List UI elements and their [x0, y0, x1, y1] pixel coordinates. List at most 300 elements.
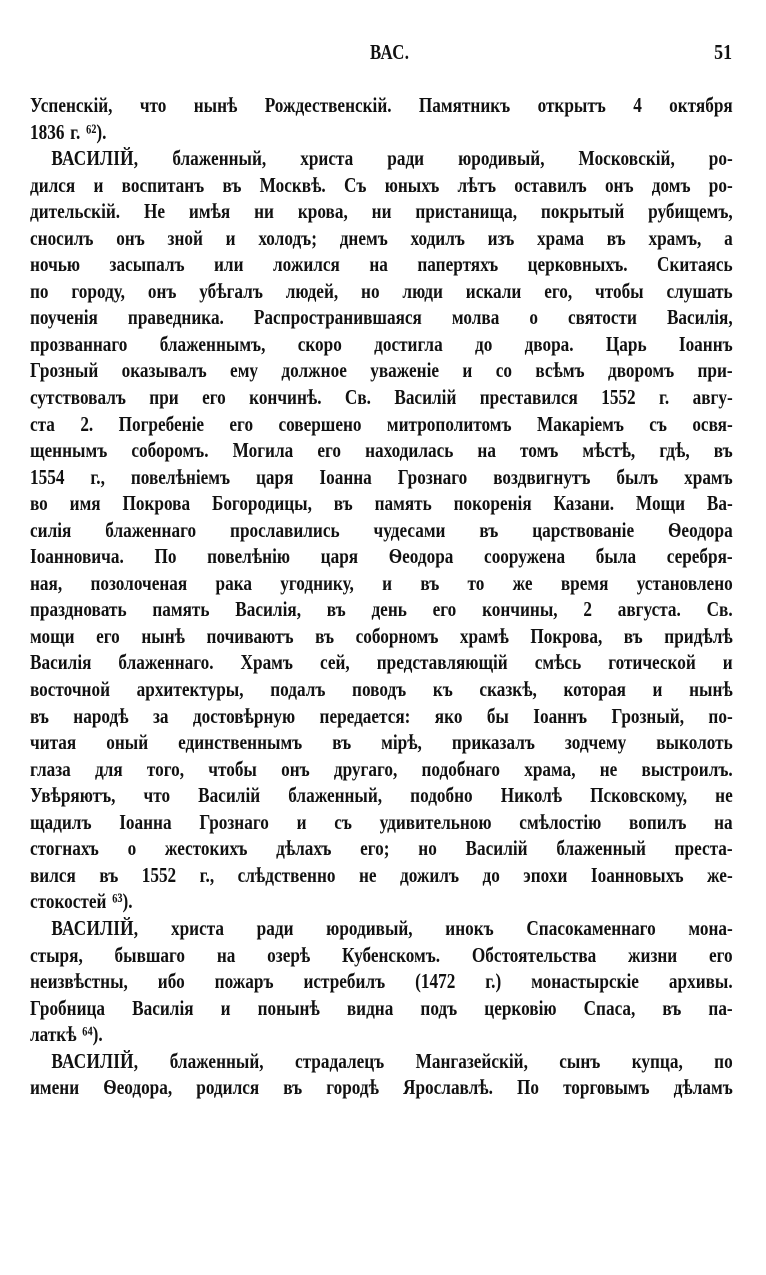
- word: яко: [434, 703, 463, 728]
- word: убѣгалъ: [199, 278, 263, 303]
- word: озерѣ: [267, 942, 311, 967]
- word: былъ: [616, 464, 659, 489]
- word: храма,: [524, 756, 576, 781]
- word: монастырскіе: [531, 969, 639, 994]
- word: 1552: [601, 385, 636, 410]
- word: гдѣ,: [659, 438, 690, 463]
- word: торговымъ: [563, 1075, 650, 1100]
- word: готической: [608, 650, 696, 675]
- word: г.: [659, 385, 670, 410]
- word: же: [512, 570, 533, 595]
- text-line: [30, 570, 733, 597]
- word: о: [529, 305, 538, 330]
- word: по: [30, 278, 49, 303]
- word: въ: [283, 1075, 303, 1100]
- word: г.: [70, 119, 81, 144]
- word: подъ: [420, 995, 458, 1020]
- word: сынъ: [559, 1048, 601, 1073]
- word: ни: [371, 199, 392, 224]
- word: достигла: [374, 331, 443, 356]
- word: лѣтъ: [457, 172, 497, 197]
- word: подобно: [410, 783, 473, 808]
- text-line: [30, 411, 733, 438]
- word: христа: [300, 146, 354, 171]
- word: Гробница: [30, 995, 106, 1020]
- word: сказкѣ,: [479, 677, 537, 702]
- word: ради: [256, 915, 294, 940]
- word: другаго,: [333, 756, 398, 781]
- word: время: [560, 570, 609, 595]
- word: во: [30, 491, 48, 516]
- word: для: [94, 756, 123, 781]
- word: Василія: [132, 995, 194, 1020]
- word: при-: [697, 358, 733, 383]
- word: ста: [30, 411, 55, 436]
- word: уваженіе: [370, 358, 440, 383]
- word: соборомъ.: [131, 438, 209, 463]
- word: преста-: [674, 836, 733, 861]
- word: сей,: [319, 650, 350, 675]
- word: Грозный,: [611, 703, 685, 728]
- word: оный: [106, 730, 149, 755]
- word: Макаріемъ: [536, 411, 624, 436]
- text-body: [30, 92, 733, 1101]
- word: его;: [360, 836, 390, 861]
- word: слѣдственно: [237, 862, 336, 887]
- word: сутствовалъ: [30, 385, 126, 410]
- word: Іоанновича.: [30, 544, 124, 569]
- text-line: [30, 862, 733, 889]
- word: истребилъ: [303, 969, 386, 994]
- word: мѣстѣ,: [582, 438, 636, 463]
- word: зной: [167, 225, 203, 250]
- word: поученія: [30, 305, 98, 330]
- word: въ: [326, 597, 346, 622]
- word: по-: [708, 703, 733, 728]
- word: силія: [30, 517, 72, 542]
- word: приказалъ: [451, 730, 535, 755]
- word: на: [369, 252, 388, 277]
- word: Москвѣ.: [259, 172, 326, 197]
- word: Ѳеодора: [388, 544, 454, 569]
- word: праздновать: [30, 597, 127, 622]
- word: 1552: [141, 862, 177, 887]
- word: преставился: [479, 385, 578, 410]
- word: храма: [537, 225, 585, 250]
- text-line: [30, 304, 733, 331]
- word: имѣя: [188, 199, 231, 224]
- word: Скитаясь: [657, 252, 733, 277]
- word: въ: [623, 623, 643, 648]
- word: то: [467, 570, 485, 595]
- text-line: [30, 782, 733, 809]
- word: Съ: [343, 172, 367, 197]
- word: на: [477, 438, 496, 463]
- word: Памятникъ: [418, 93, 511, 117]
- word: совершено: [278, 411, 362, 436]
- word: праведника.: [127, 305, 224, 330]
- text-line: [30, 703, 733, 730]
- text-line: [30, 278, 733, 305]
- word: смѣлостію: [519, 809, 602, 834]
- word: его: [709, 942, 733, 967]
- text-line: [30, 756, 733, 783]
- text-line: [30, 490, 733, 517]
- text-line: [30, 331, 733, 358]
- word: онъ: [116, 225, 145, 250]
- word: ночью: [30, 252, 81, 277]
- word: ⁶³).: [112, 889, 133, 914]
- word: церковныхъ.: [527, 252, 628, 277]
- word: 2: [583, 597, 592, 622]
- word: Спаса,: [583, 995, 636, 1020]
- word: серебря-: [666, 544, 733, 569]
- word: митрополитомъ: [386, 411, 512, 436]
- word: подобнаго: [421, 756, 501, 781]
- word: угоднику,: [280, 570, 354, 595]
- word: находилась: [365, 438, 454, 463]
- word: дительскій.: [30, 199, 121, 224]
- word: единственнымъ: [178, 730, 303, 755]
- word: купца,: [631, 1048, 683, 1073]
- word: люди: [402, 278, 443, 303]
- word: того,: [146, 756, 185, 781]
- word: и: [382, 570, 393, 595]
- word: зодчему: [564, 730, 627, 755]
- word: не: [358, 862, 377, 887]
- word: Ѳеодора: [668, 517, 733, 542]
- text-line: [30, 225, 733, 252]
- word: ни: [254, 199, 274, 224]
- word: вопилъ: [629, 809, 687, 834]
- word: воспитанъ: [121, 172, 205, 197]
- word: и: [220, 995, 231, 1020]
- word: городу,: [71, 278, 125, 303]
- word: Іоанна: [119, 809, 172, 834]
- word: Василія: [30, 650, 92, 675]
- word: стыря,: [30, 942, 83, 967]
- word: папертяхъ: [417, 252, 499, 277]
- word: Василія,: [235, 597, 301, 622]
- word: понынѣ: [257, 995, 320, 1020]
- word: въ: [479, 517, 499, 542]
- word: юродивый,: [458, 146, 545, 171]
- word: глаза: [30, 756, 71, 781]
- word: крова,: [297, 199, 348, 224]
- word: родился: [196, 1075, 260, 1100]
- text-line: [30, 357, 733, 384]
- word: жестокихъ: [164, 836, 248, 861]
- word: память: [374, 491, 432, 516]
- word: ⁶⁴).: [82, 1022, 103, 1047]
- word: что: [139, 93, 167, 117]
- word: Ярославлѣ.: [403, 1075, 493, 1100]
- word: въ: [662, 995, 682, 1020]
- word: ро-: [708, 146, 733, 171]
- word: Василія,: [666, 305, 733, 330]
- word: засыпалъ: [109, 252, 185, 277]
- text-line: [30, 1048, 733, 1075]
- word: представляющій: [376, 650, 508, 675]
- word: къ: [432, 677, 453, 702]
- text-line: [30, 888, 733, 915]
- word: имя: [69, 491, 101, 516]
- text-line: [30, 251, 733, 278]
- text-line: [30, 835, 733, 862]
- word: и: [296, 809, 307, 834]
- word: томъ: [520, 438, 559, 463]
- word: блаженнымъ,: [159, 331, 266, 356]
- word: выколоть: [656, 730, 733, 755]
- word: 1836: [30, 119, 65, 144]
- word: видна: [346, 995, 394, 1020]
- text-line: [30, 517, 733, 544]
- word: день: [371, 597, 407, 622]
- word: рубищемъ,: [648, 199, 733, 224]
- text-line: [30, 596, 733, 623]
- word: Василій: [394, 385, 457, 410]
- text-line: [30, 809, 733, 836]
- word: достовѣрную: [192, 703, 296, 728]
- word: его: [96, 623, 120, 648]
- word: юныхъ: [384, 172, 440, 197]
- word: церковію: [484, 995, 557, 1020]
- word: Іоаннъ: [678, 331, 733, 356]
- word: оставилъ: [514, 172, 587, 197]
- word: Св.: [706, 597, 733, 622]
- word: эпохи: [523, 862, 568, 887]
- word: христа: [170, 915, 225, 940]
- word: 4: [633, 93, 642, 117]
- text-line: [30, 384, 733, 411]
- word: въ: [315, 623, 335, 648]
- word: Св.: [344, 385, 371, 410]
- word: Покрова: [122, 491, 191, 516]
- word: повелѣніемъ: [130, 464, 231, 489]
- word: освя-: [692, 411, 733, 436]
- word: октября: [669, 93, 733, 117]
- word: слушать: [666, 278, 733, 303]
- word: повелѣнію: [207, 544, 291, 569]
- word: дѣлахъ: [276, 836, 332, 861]
- word: Мощи: [635, 491, 686, 516]
- word: г.,: [90, 464, 105, 489]
- word: стогнахъ: [30, 836, 99, 861]
- word: при: [149, 385, 179, 410]
- word: Погребеніе: [118, 411, 205, 436]
- text-line: [30, 92, 733, 119]
- word: домъ: [651, 172, 691, 197]
- word: изъ: [487, 225, 515, 250]
- word: не: [599, 756, 618, 781]
- text-line: [30, 729, 733, 756]
- word: установлено: [636, 570, 733, 595]
- word: не: [715, 783, 733, 808]
- word: Грознаго: [199, 809, 269, 834]
- word: сносилъ: [30, 225, 94, 250]
- word: Ѳеодора,: [103, 1075, 173, 1100]
- text-line: [30, 1021, 733, 1048]
- word: чтобы: [208, 756, 257, 781]
- word: стокостей: [30, 889, 107, 914]
- word: и: [722, 650, 733, 675]
- entry-lemma: ВАСИЛІЙ,: [51, 1048, 139, 1073]
- word: на: [714, 809, 733, 834]
- word: царя: [256, 464, 294, 489]
- word: народѣ: [73, 703, 129, 728]
- page-header: [0, 40, 766, 70]
- word: нынѣ: [141, 623, 185, 648]
- word: юродивый,: [326, 915, 413, 940]
- word: восточной: [30, 677, 111, 702]
- word: онъ: [604, 172, 634, 197]
- text-line: [30, 942, 733, 969]
- word: храмъ,: [648, 225, 702, 250]
- word: въ: [713, 438, 733, 463]
- word: со: [495, 358, 512, 383]
- word: г.,: [199, 862, 215, 887]
- word: память: [152, 597, 210, 622]
- text-line: [30, 623, 733, 650]
- word: страдалецъ: [294, 1048, 385, 1073]
- word: По: [154, 544, 177, 569]
- text-line: [30, 172, 733, 199]
- word: и: [462, 358, 473, 383]
- word: Іоанна: [319, 464, 372, 489]
- word: Московскій,: [578, 146, 675, 171]
- word: и: [93, 172, 104, 197]
- entry-lemma: ВАСИЛІЙ,: [51, 146, 139, 171]
- word: городѣ: [326, 1075, 379, 1100]
- word: ⁶²).: [86, 119, 107, 144]
- word: молва: [451, 305, 500, 330]
- word: щеннымъ: [30, 438, 108, 463]
- word: царствованіе: [532, 517, 635, 542]
- word: мона-: [688, 915, 733, 940]
- word: нынѣ: [193, 93, 238, 117]
- word: Распространившаяся: [253, 305, 422, 330]
- word: пожаръ: [214, 969, 274, 994]
- text-line: [30, 198, 733, 225]
- word: храмѣ: [459, 623, 509, 648]
- word: но: [418, 836, 437, 861]
- word: жизни: [628, 942, 678, 967]
- word: Ва-: [706, 491, 733, 516]
- word: пристанища,: [415, 199, 518, 224]
- word: Покрова,: [530, 623, 603, 648]
- word: людей,: [285, 278, 339, 303]
- word: воздвигнутъ: [493, 464, 591, 489]
- word: и: [225, 225, 236, 250]
- text-line: [30, 145, 733, 172]
- word: въ: [222, 172, 242, 197]
- word: бы: [486, 703, 509, 728]
- word: Могила: [232, 438, 294, 463]
- word: мірѣ,: [381, 730, 422, 755]
- word: сооружена: [484, 544, 566, 569]
- word: о: [127, 836, 137, 861]
- text-line: [30, 676, 733, 703]
- word: храмъ: [684, 464, 733, 489]
- word: на: [216, 942, 236, 967]
- page-number: 51: [714, 40, 732, 64]
- word: прозваннаго: [30, 331, 128, 356]
- word: Богородицы,: [211, 491, 312, 516]
- word: покоренія: [453, 491, 532, 516]
- word: чудесами: [373, 517, 446, 542]
- word: святости: [568, 305, 637, 330]
- word: же-: [707, 862, 733, 887]
- word: кончинѣ.: [249, 385, 322, 410]
- word: передается:: [319, 703, 411, 728]
- word: щадилъ: [30, 809, 92, 834]
- word: Казани.: [553, 491, 615, 516]
- word: ложился: [272, 252, 340, 277]
- word: его: [202, 385, 226, 410]
- word: бывшаго: [114, 942, 186, 967]
- word: имени: [30, 1075, 80, 1100]
- word: и: [652, 677, 663, 702]
- word: что: [143, 783, 171, 808]
- word: авгу-: [692, 385, 733, 410]
- word: до: [482, 862, 500, 887]
- word: ибо: [157, 969, 185, 994]
- word: Василій: [198, 783, 261, 808]
- word: Спасокаменнаго: [526, 915, 656, 940]
- word: выстроилъ.: [641, 756, 733, 781]
- text-line: [30, 915, 733, 942]
- word: неизвѣстны,: [30, 969, 128, 994]
- word: подалъ: [270, 677, 326, 702]
- text-line: [30, 1074, 733, 1101]
- word: Успенскій,: [30, 93, 113, 117]
- word: (1472: [415, 969, 456, 994]
- word: инокъ: [445, 915, 494, 940]
- word: почиваютъ: [206, 623, 294, 648]
- word: которая: [563, 677, 626, 702]
- word: Псковскому,: [590, 783, 688, 808]
- word: блаженнаго: [105, 517, 197, 542]
- word: читая: [30, 730, 77, 755]
- word: съ: [334, 809, 352, 834]
- word: а: [724, 225, 733, 250]
- word: рака: [215, 570, 252, 595]
- word: его: [229, 411, 254, 436]
- word: искали: [465, 278, 522, 303]
- word: кончины,: [482, 597, 558, 622]
- word: Храмъ: [240, 650, 293, 675]
- word: днемъ: [339, 225, 388, 250]
- word: двора.: [524, 331, 574, 356]
- word: открытъ: [537, 93, 606, 117]
- word: Кубенскомъ.: [342, 942, 441, 967]
- word: была: [595, 544, 637, 569]
- word: холодъ;: [258, 225, 317, 250]
- word: придѣлѣ: [664, 623, 733, 648]
- word: съ: [649, 411, 667, 436]
- word: его,: [544, 278, 573, 303]
- word: г.): [485, 969, 502, 994]
- word: въ: [30, 703, 49, 728]
- word: въ: [99, 862, 119, 887]
- word: дѣламъ: [673, 1075, 733, 1100]
- word: блаженный,: [169, 1048, 264, 1073]
- word: ради: [387, 146, 425, 171]
- running-head: ВАС.: [370, 40, 410, 64]
- word: въ: [333, 491, 353, 516]
- word: должное: [281, 358, 347, 383]
- word: архивы.: [668, 969, 733, 994]
